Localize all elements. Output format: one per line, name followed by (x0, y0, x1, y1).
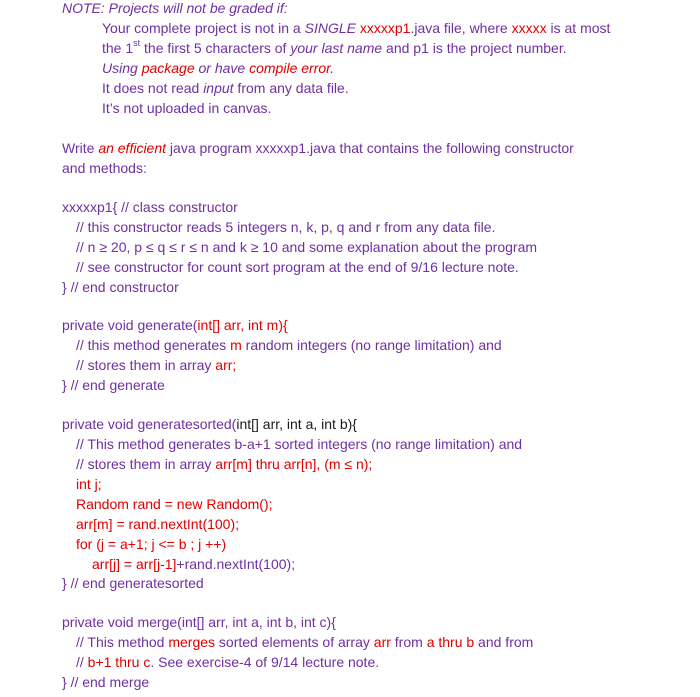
constructor-line-1: xxxxxp1{ // class constructor (62, 199, 238, 215)
generatesorted-line-6: arr[m] = rand.nextInt(100); (76, 516, 240, 532)
merge-line-1: private void merge(int[] arr, int a, int b, int c){ (62, 614, 336, 630)
generatesorted-line-4: int j; (76, 476, 102, 492)
note-line-4: It does not read input from any data file. (102, 80, 349, 96)
merge-line-3: // b+1 thru c. See exercise-4 of 9/14 lecture note. (76, 654, 380, 670)
intro-line-2: and methods: (62, 160, 147, 176)
generatesorted-line-2: // This method generates b-a+1 sorted integers (no range limitation) and (76, 436, 523, 452)
generatesorted-line-9: } // end generatesorted (62, 575, 204, 591)
merge-line-2: // This method merges sorted elements of array arr from a thru b and from (76, 634, 534, 650)
generatesorted-line-7: for (j = a+1; j <= b ; j ++) (76, 536, 227, 552)
merge-line-4: } // end merge (62, 674, 150, 690)
generatesorted-line-3: // stores them in array arr[m] thru arr[n], (m ≤ n); (76, 456, 373, 472)
note-title: NOTE: Projects will not be graded if: (62, 0, 288, 16)
intro-line-1: Write an efficient java program xxxxxp1.java that contains the following constructor (62, 140, 574, 156)
generatesorted-line-5: Random rand = new Random(); (76, 496, 273, 512)
note-line-5: It’s not uploaded in canvas. (102, 100, 272, 116)
constructor-line-3: // n ≥ 20, p ≤ q ≤ r ≤ n and k ≥ 10 and some explanation about the program (76, 239, 538, 255)
note-line-1: Your complete project is not in a SINGLE xxxxxp1.java file, where xxxxx is at most (102, 20, 611, 36)
generate-line-4: } // end generate (62, 377, 165, 393)
generatesorted-line-1: private void generatesorted(int[] arr, int a, int b){ (62, 416, 357, 432)
generate-line-1: private void generate(int[] arr, int m){ (62, 317, 288, 333)
generate-line-3: // stores them in array arr; (76, 357, 237, 373)
generate-line-2: // this method generates m random integers (no range limitation) and (76, 337, 502, 353)
constructor-line-5: } // end constructor (62, 279, 179, 295)
note-line-2: the 1st the first 5 characters of your last name and p1 is the project number. (102, 38, 567, 56)
generatesorted-line-8: arr[j] = arr[j-1]+rand.nextInt(100); (92, 556, 296, 572)
note-line-3: Using package or have compile error. (102, 60, 335, 76)
constructor-line-2: // this constructor reads 5 integers n, k, p, q and r from any data file. (76, 219, 496, 235)
constructor-line-4: // see constructor for count sort program at the end of 9/16 lecture note. (76, 259, 519, 275)
